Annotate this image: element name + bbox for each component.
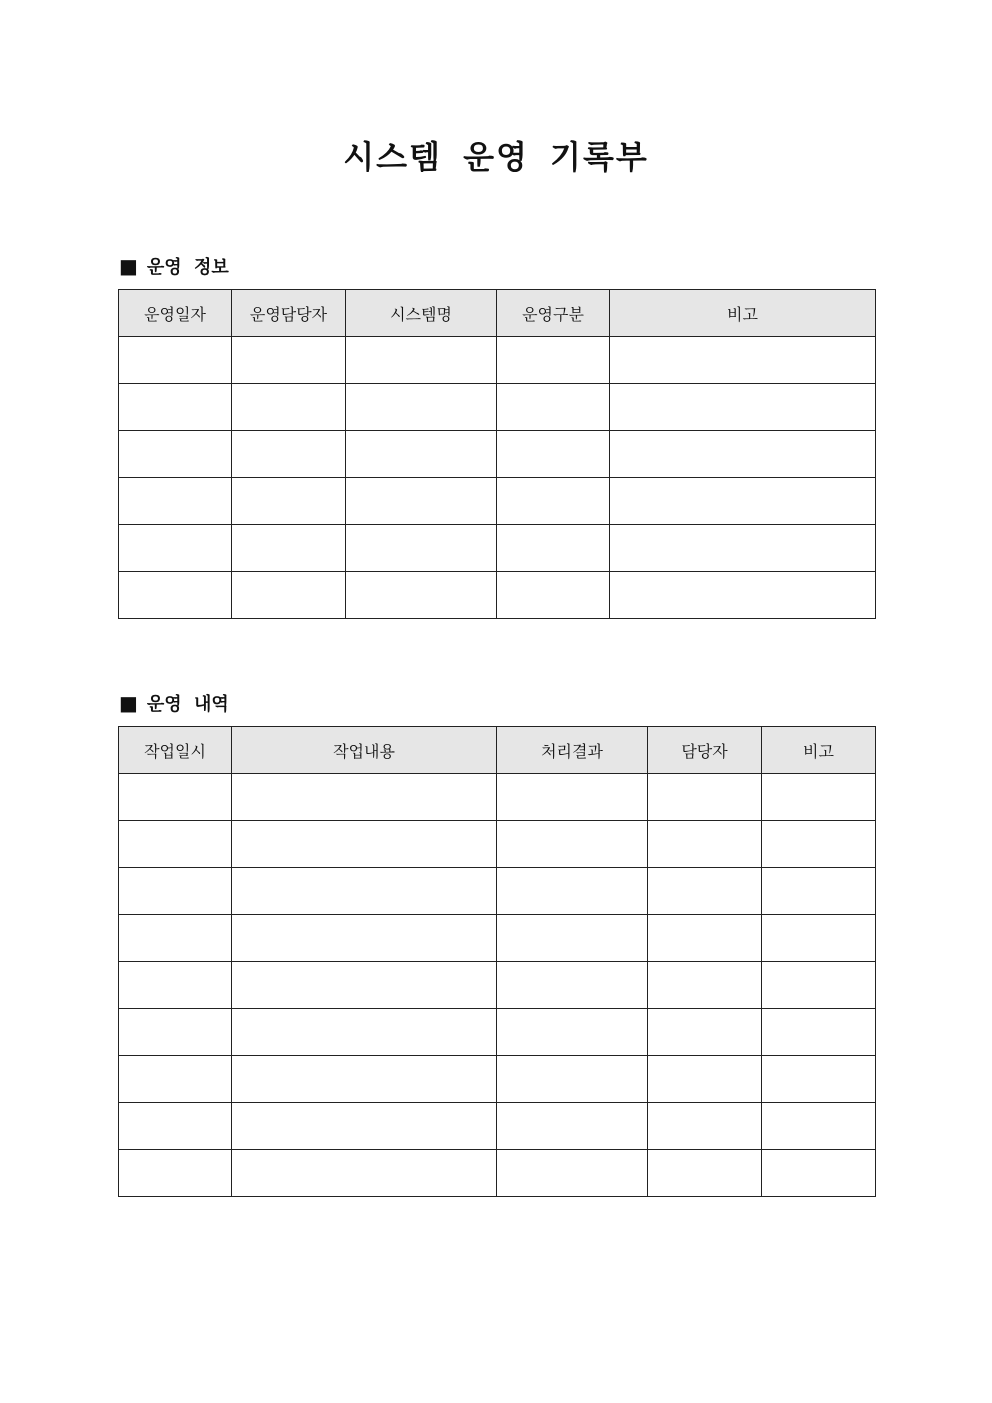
table-cell[interactable] xyxy=(346,478,497,525)
table-cell[interactable] xyxy=(232,384,346,431)
table-row xyxy=(119,384,876,431)
table-cell[interactable] xyxy=(119,1056,232,1103)
column-header-result: 처리결과 xyxy=(497,727,648,774)
table-cell[interactable] xyxy=(119,384,232,431)
table-row xyxy=(119,1103,876,1150)
table-cell[interactable] xyxy=(232,478,346,525)
table-cell[interactable] xyxy=(497,821,648,868)
table-cell[interactable] xyxy=(610,525,876,572)
table-cell[interactable] xyxy=(119,431,232,478)
table-row xyxy=(119,774,876,821)
table-cell[interactable] xyxy=(762,962,876,1009)
table-cell[interactable] xyxy=(232,962,497,1009)
column-header-person-in-charge: 담당자 xyxy=(648,727,762,774)
table-cell[interactable] xyxy=(497,774,648,821)
table-cell[interactable] xyxy=(119,337,232,384)
table-cell[interactable] xyxy=(648,915,762,962)
table-cell[interactable] xyxy=(762,868,876,915)
table-row xyxy=(119,1056,876,1103)
table-cell[interactable] xyxy=(762,774,876,821)
table-cell[interactable] xyxy=(648,821,762,868)
table-cell[interactable] xyxy=(497,478,610,525)
table-row xyxy=(119,868,876,915)
table-row xyxy=(119,1150,876,1197)
table-cell[interactable] xyxy=(497,572,610,619)
page-title: 시스템 운영 기록부 xyxy=(343,138,649,176)
column-header-operation-type: 운영구분 xyxy=(497,290,610,337)
table-cell[interactable] xyxy=(648,1056,762,1103)
table-cell[interactable] xyxy=(232,868,497,915)
table-cell[interactable] xyxy=(346,431,497,478)
column-header-operation-date: 운영일자 xyxy=(119,290,232,337)
table-cell[interactable] xyxy=(497,1056,648,1103)
table-row xyxy=(119,525,876,572)
section-heading-label: 운영 정보 xyxy=(146,257,229,278)
section-heading-operation-history xyxy=(119,690,229,716)
table-cell[interactable] xyxy=(497,1150,648,1197)
table-cell[interactable] xyxy=(610,337,876,384)
column-header-remarks: 비고 xyxy=(762,727,876,774)
table-cell[interactable] xyxy=(119,1103,232,1150)
table-row xyxy=(119,431,876,478)
table-cell[interactable] xyxy=(232,431,346,478)
table-cell[interactable] xyxy=(648,962,762,1009)
table-cell[interactable] xyxy=(648,1009,762,1056)
table-cell[interactable] xyxy=(119,525,232,572)
operation-info-table xyxy=(118,289,876,619)
table-cell[interactable] xyxy=(648,1103,762,1150)
section-heading-label: 운영 내역 xyxy=(146,694,229,715)
table-cell[interactable] xyxy=(119,868,232,915)
table-cell[interactable] xyxy=(232,1056,497,1103)
column-header-operator: 운영담당자 xyxy=(232,290,346,337)
table-cell[interactable] xyxy=(497,868,648,915)
table-cell[interactable] xyxy=(119,915,232,962)
table-cell[interactable] xyxy=(346,525,497,572)
table-cell[interactable] xyxy=(232,1103,497,1150)
column-header-work-datetime: 작업일시 xyxy=(119,727,232,774)
table-cell[interactable] xyxy=(648,1150,762,1197)
table-cell[interactable] xyxy=(497,962,648,1009)
table-row xyxy=(119,337,876,384)
section-heading-operation-info xyxy=(119,253,229,279)
table-cell[interactable] xyxy=(762,915,876,962)
column-header-work-content: 작업내용 xyxy=(232,727,497,774)
table-cell[interactable] xyxy=(232,337,346,384)
table-cell[interactable] xyxy=(346,572,497,619)
table-header-row xyxy=(119,290,876,337)
table-cell[interactable] xyxy=(119,821,232,868)
column-header-remarks: 비고 xyxy=(610,290,876,337)
table-cell[interactable] xyxy=(648,774,762,821)
table-row xyxy=(119,572,876,619)
table-cell[interactable] xyxy=(119,1150,232,1197)
table-cell[interactable] xyxy=(610,384,876,431)
table-row xyxy=(119,962,876,1009)
table-cell[interactable] xyxy=(346,384,497,431)
table-row xyxy=(119,915,876,962)
table-row xyxy=(119,478,876,525)
table-cell[interactable] xyxy=(232,525,346,572)
table-cell[interactable] xyxy=(346,337,497,384)
table-cell[interactable] xyxy=(232,774,497,821)
table-header-row xyxy=(119,727,876,774)
table-cell[interactable] xyxy=(497,525,610,572)
table-row xyxy=(119,821,876,868)
table-cell[interactable] xyxy=(497,337,610,384)
square-bullet-icon: ■ xyxy=(119,254,138,278)
table-cell[interactable] xyxy=(232,1150,497,1197)
square-bullet-icon: ■ xyxy=(119,691,138,715)
operation-history-table xyxy=(118,726,876,1197)
table-cell[interactable] xyxy=(610,572,876,619)
table-cell[interactable] xyxy=(762,1150,876,1197)
table-row xyxy=(119,1009,876,1056)
table-cell[interactable] xyxy=(497,384,610,431)
table-cell[interactable] xyxy=(119,572,232,619)
table-cell[interactable] xyxy=(648,868,762,915)
table-cell[interactable] xyxy=(497,915,648,962)
table-cell[interactable] xyxy=(119,1009,232,1056)
table-cell[interactable] xyxy=(762,1103,876,1150)
table-cell[interactable] xyxy=(497,1009,648,1056)
table-cell[interactable] xyxy=(762,1009,876,1056)
table-cell[interactable] xyxy=(232,1009,497,1056)
table-cell[interactable] xyxy=(232,915,497,962)
table-cell[interactable] xyxy=(232,572,346,619)
table-cell[interactable] xyxy=(762,1056,876,1103)
table-cell[interactable] xyxy=(497,1103,648,1150)
table-cell[interactable] xyxy=(119,478,232,525)
table-cell[interactable] xyxy=(232,821,497,868)
table-cell[interactable] xyxy=(497,431,610,478)
column-header-system-name: 시스템명 xyxy=(346,290,497,337)
table-cell[interactable] xyxy=(610,478,876,525)
table-cell[interactable] xyxy=(119,962,232,1009)
table-cell[interactable] xyxy=(119,774,232,821)
table-cell[interactable] xyxy=(610,431,876,478)
table-cell[interactable] xyxy=(762,821,876,868)
